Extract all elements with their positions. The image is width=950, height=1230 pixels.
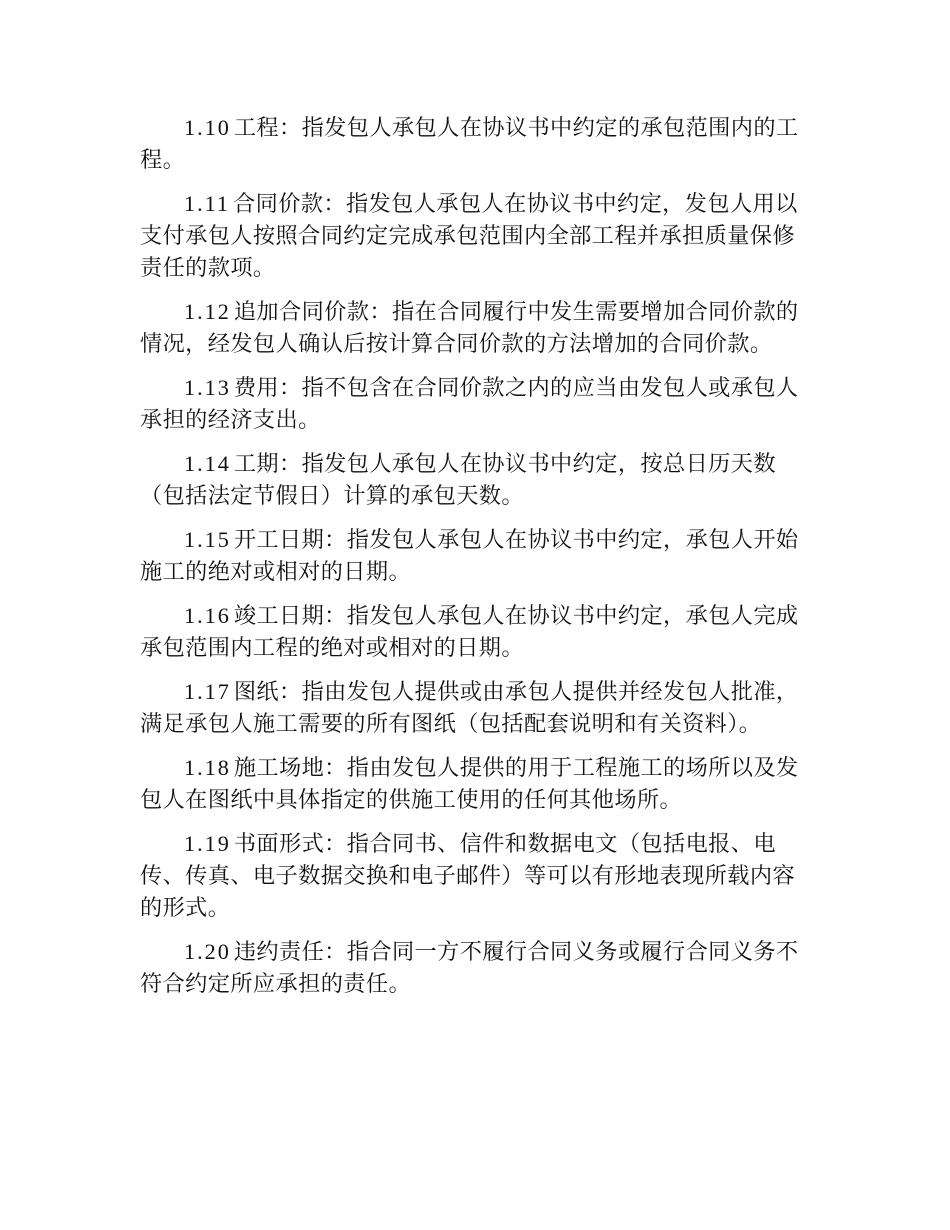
clause-1-11 [140,188,812,284]
clause-number: 1.20 [184,939,231,964]
clause-text: 工程：指发包人承包人在协议书中约定的承包范围内的工程。 [140,115,799,173]
clause-text: 图纸：指由发包人提供或由承包人提供并经发包人批准，满足承包人施工需要的所有图纸（包括配套说明和有关资料）。 [140,679,799,737]
clause-text: 追加合同价款：指在合同履行中发生需要增加合同价款的情况，经发包人确认后按计算合同价款的方法增加的合同价款。 [140,299,799,357]
clause-text: 竣工日期：指发包人承包人在协议书中约定，承包人完成承包范围内工程的绝对或相对的日期。 [140,603,799,661]
clause-text: 施工场地：指由发包人提供的用于工程施工的场所以及发包人在图纸中具体指定的供施工使用的任何其他场所。 [140,755,799,813]
clause-text: 费用：指不包含在合同价款之内的应当由发包人或承包人承担的经济支出。 [140,375,799,433]
clause-text: 工期：指发包人承包人在协议书中约定，按总日历天数（包括法定节假日）计算的承包天数。 [140,451,776,509]
document-page [140,112,812,1012]
clause-1-14 [140,448,812,512]
clause-1-19 [140,828,812,924]
clause-1-15 [140,524,812,588]
clause-number: 1.11 [184,191,231,216]
clause-text: 开工日期：指发包人承包人在协议书中约定，承包人开始施工的绝对或相对的日期。 [140,527,799,585]
clause-number: 1.19 [184,831,231,856]
clause-number: 1.14 [184,451,231,476]
clause-1-10 [140,112,812,176]
clause-1-20 [140,936,812,1000]
clause-1-17 [140,676,812,740]
clause-number: 1.18 [184,755,231,780]
clause-number: 1.13 [184,375,231,400]
clause-text: 违约责任：指合同一方不履行合同义务或履行合同义务不符合约定所应承担的责任。 [140,939,799,997]
clause-1-16 [140,600,812,664]
clause-number: 1.17 [184,679,231,704]
clause-text: 书面形式：指合同书、信件和数据电文（包括电报、电传、传真、电子数据交换和电子邮件）等可以有形地表现所载内容的形式。 [140,831,796,921]
clause-1-13 [140,372,812,436]
clause-number: 1.16 [184,603,231,628]
clause-number: 1.10 [184,115,231,140]
clause-number: 1.15 [184,527,231,552]
clause-1-12 [140,296,812,360]
clause-1-18 [140,752,812,816]
clause-text: 合同价款：指发包人承包人在协议书中约定，发包人用以支付承包人按照合同约定完成承包范围内全部工程并承担质量保修责任的款项。 [140,191,798,281]
clause-number: 1.12 [184,299,231,324]
